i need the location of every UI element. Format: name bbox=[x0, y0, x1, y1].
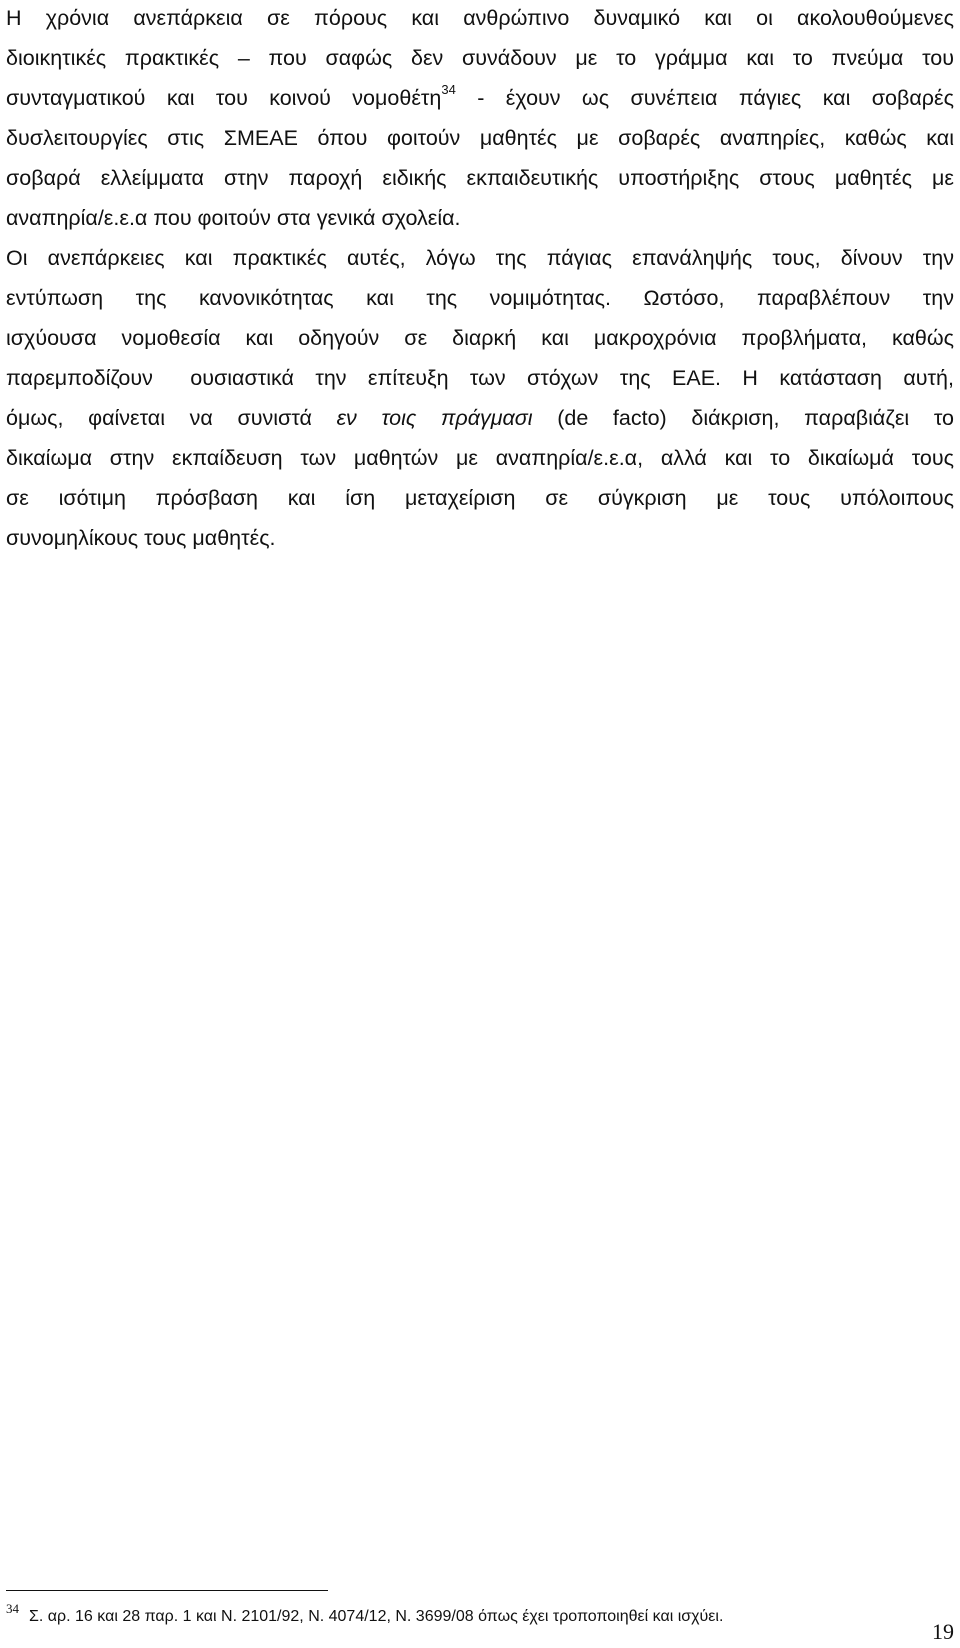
paragraph-1-text: - έχουν ως συνέπεια πάγιες και σοβαρές bbox=[455, 86, 954, 110]
footnote-text: Σ. αρ. 16 και 28 παρ. 1 και Ν. 2101/92, Ν. 4074/12, Ν. 3699/08 όπως έχει τροποποιηθεί και ισχύει. bbox=[29, 1608, 724, 1625]
paragraph-2-text: όμως, φαίνεται να συνιστά bbox=[6, 406, 337, 430]
footnote-number: 34 bbox=[6, 1601, 19, 1616]
paragraph-2 bbox=[6, 238, 954, 558]
paragraph-2-line: ισχύουσα νομοθεσία και οδηγούν σε διαρκή και μακροχρόνια προβλήματα, καθώς bbox=[6, 326, 954, 350]
paragraph-2-text: ουσιαστικά την επίτευξη των στόχων της ΕΑΕ. Η κατάσταση αυτή, bbox=[190, 366, 954, 390]
paragraph-1-text: συνταγματικού και του κοινού νομοθέτη bbox=[6, 86, 442, 110]
paragraph-1-line: αναπηρία/ε.ε.α που φοιτούν στα γενικά σχολεία. bbox=[6, 206, 461, 230]
page-number: 19 bbox=[932, 1619, 954, 1644]
paragraph-2-text: (de facto) διάκριση, παραβιάζει το bbox=[532, 406, 954, 430]
paragraph-2-line: δικαίωμα στην εκπαίδευση των μαθητών με αναπηρία/ε.ε.α, αλλά και το δικαίωμά τους bbox=[6, 446, 954, 470]
paragraph-1-line: διοικητικές πρακτικές – που σαφώς δεν συνάδουν με το γράμμα και το πνεύμα του bbox=[6, 46, 954, 70]
footnote-reference: 34 bbox=[441, 82, 456, 97]
paragraph-2-line: σε ισότιμη πρόσβαση και ίση μεταχείριση σε σύγκριση με τους υπόλοιπους bbox=[6, 486, 954, 510]
paragraph-1-line: δυσλειτουργίες στις ΣΜΕΑΕ όπου φοιτούν μαθητές με σοβαρές αναπηρίες, καθώς και bbox=[6, 126, 954, 150]
paragraph-1-line: Η χρόνια ανεπάρκεια σε πόρους και ανθρώπινο δυναμικό και οι ακολουθούμενες bbox=[6, 6, 954, 30]
paragraph-2-line: Οι ανεπάρκειες και πρακτικές αυτές, λόγω της πάγιας επανάληψής τους, δίνουν την bbox=[6, 246, 954, 270]
paragraph-2-text: παρεμποδίζουν bbox=[6, 366, 153, 390]
paragraph-2-line bbox=[6, 398, 954, 438]
paragraph-1 bbox=[6, 0, 954, 238]
latin-phrase-italic: εν τοις πράγμασι bbox=[336, 406, 533, 430]
paragraph-1-line bbox=[6, 78, 954, 118]
paragraph-2-line bbox=[6, 358, 954, 398]
paragraph-2-line: εντύπωση της κανονικότητας και της νομιμότητας. Ωστόσο, παραβλέπουν την bbox=[6, 286, 954, 310]
paragraph-2-line: συνομηλίκους τους μαθητές. bbox=[6, 526, 276, 550]
footnote-separator bbox=[6, 1590, 328, 1591]
paragraph-1-line: σοβαρά ελλείμματα στην παροχή ειδικής εκπαιδευτικής υποστήριξης στους μαθητές με bbox=[6, 166, 954, 190]
footnote bbox=[6, 1601, 906, 1628]
